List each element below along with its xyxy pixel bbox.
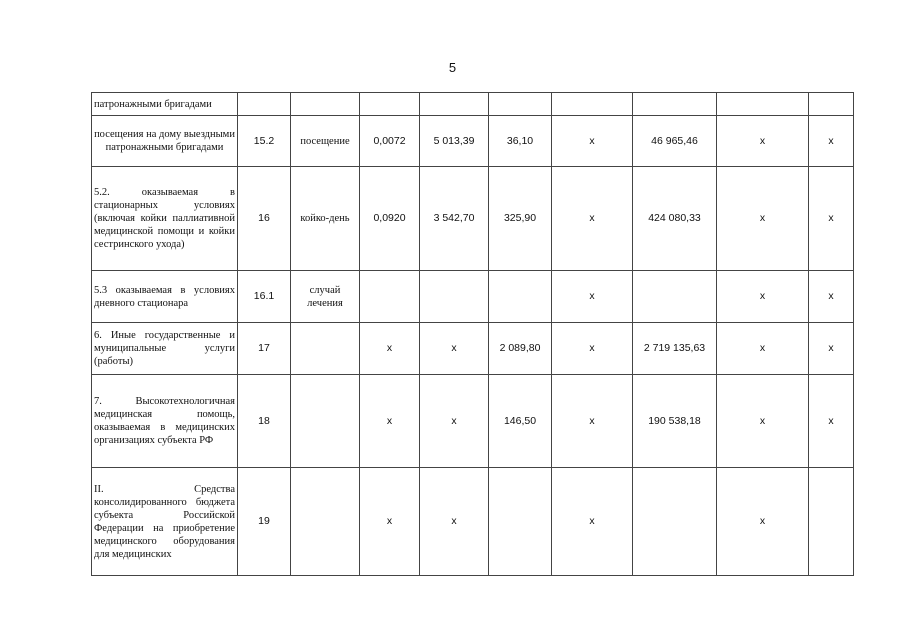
- value-cell: x: [809, 167, 854, 271]
- row-name: II. Средства консолидированного бюджета субъекта Российской Федерации на приобретение медицинского оборудования для медицинских: [92, 468, 238, 576]
- row-number: 17: [238, 323, 291, 375]
- unit-cell: [291, 468, 360, 576]
- value-cell: 325,90: [489, 167, 552, 271]
- value-cell: x: [717, 271, 809, 323]
- value-cell: x: [552, 468, 633, 576]
- value-cell: x: [552, 167, 633, 271]
- row-number: 18: [238, 375, 291, 468]
- value-cell: 2 719 135,63: [633, 323, 717, 375]
- unit-cell: случай лечения: [291, 271, 360, 323]
- table-row: [92, 468, 854, 576]
- value-cell: x: [717, 375, 809, 468]
- row-name: патронажными бригадами: [92, 93, 238, 116]
- value-cell: x: [552, 271, 633, 323]
- row-number: 15.2: [238, 116, 291, 167]
- value-cell: x: [809, 116, 854, 167]
- unit-cell: [291, 375, 360, 468]
- row-name: 5.2. оказываемая в стационарных условиях (включая койки паллиативной медицинской помощи и койки сестринского ухода): [92, 167, 238, 271]
- value-cell: 5 013,39: [420, 116, 489, 167]
- value-cell: [552, 93, 633, 116]
- value-cell: 190 538,18: [633, 375, 717, 468]
- page-number: 5: [448, 60, 457, 75]
- value-cell: [489, 468, 552, 576]
- row-name: 5.3 оказываемая в условиях дневного стационара: [92, 271, 238, 323]
- value-cell: [717, 93, 809, 116]
- value-cell: [360, 271, 420, 323]
- value-cell: [809, 468, 854, 576]
- value-cell: [489, 93, 552, 116]
- row-name: 6. Иные государственные и муниципальные услуги (работы): [92, 323, 238, 375]
- table-row: [92, 323, 854, 375]
- value-cell: x: [717, 116, 809, 167]
- value-cell: x: [717, 323, 809, 375]
- value-cell: [420, 271, 489, 323]
- value-cell: x: [360, 323, 420, 375]
- table-row: [92, 375, 854, 468]
- value-cell: x: [360, 375, 420, 468]
- value-cell: x: [420, 375, 489, 468]
- row-number: [238, 93, 291, 116]
- table-row: [92, 271, 854, 323]
- value-cell: 3 542,70: [420, 167, 489, 271]
- value-cell: [633, 93, 717, 116]
- value-cell: x: [420, 323, 489, 375]
- value-cell: x: [552, 375, 633, 468]
- unit-cell: посещение: [291, 116, 360, 167]
- value-cell: [633, 271, 717, 323]
- value-cell: x: [420, 468, 489, 576]
- value-cell: [420, 93, 489, 116]
- value-cell: x: [809, 323, 854, 375]
- value-cell: [489, 271, 552, 323]
- value-cell: 0,0920: [360, 167, 420, 271]
- table-row: [92, 167, 854, 271]
- unit-cell: койко-день: [291, 167, 360, 271]
- table-row: [92, 93, 854, 116]
- unit-cell: [291, 93, 360, 116]
- value-cell: 0,0072: [360, 116, 420, 167]
- row-number: 19: [238, 468, 291, 576]
- row-number: 16: [238, 167, 291, 271]
- value-cell: [809, 93, 854, 116]
- row-name: 7. Высокотехнологичная медицинская помощь, оказываемая в медицинских организациях субъекта РФ: [92, 375, 238, 468]
- table-row: [92, 116, 854, 167]
- value-cell: x: [717, 468, 809, 576]
- value-cell: [360, 93, 420, 116]
- value-cell: x: [809, 375, 854, 468]
- value-cell: [633, 468, 717, 576]
- value-cell: x: [552, 116, 633, 167]
- value-cell: x: [552, 323, 633, 375]
- financing-table: [91, 92, 854, 576]
- value-cell: x: [809, 271, 854, 323]
- value-cell: 2 089,80: [489, 323, 552, 375]
- value-cell: 146,50: [489, 375, 552, 468]
- row-number: 16.1: [238, 271, 291, 323]
- value-cell: 36,10: [489, 116, 552, 167]
- value-cell: x: [360, 468, 420, 576]
- unit-cell: [291, 323, 360, 375]
- row-name: посещения на дому выездными патронажными бригадами: [92, 116, 238, 167]
- value-cell: x: [717, 167, 809, 271]
- value-cell: 424 080,33: [633, 167, 717, 271]
- value-cell: 46 965,46: [633, 116, 717, 167]
